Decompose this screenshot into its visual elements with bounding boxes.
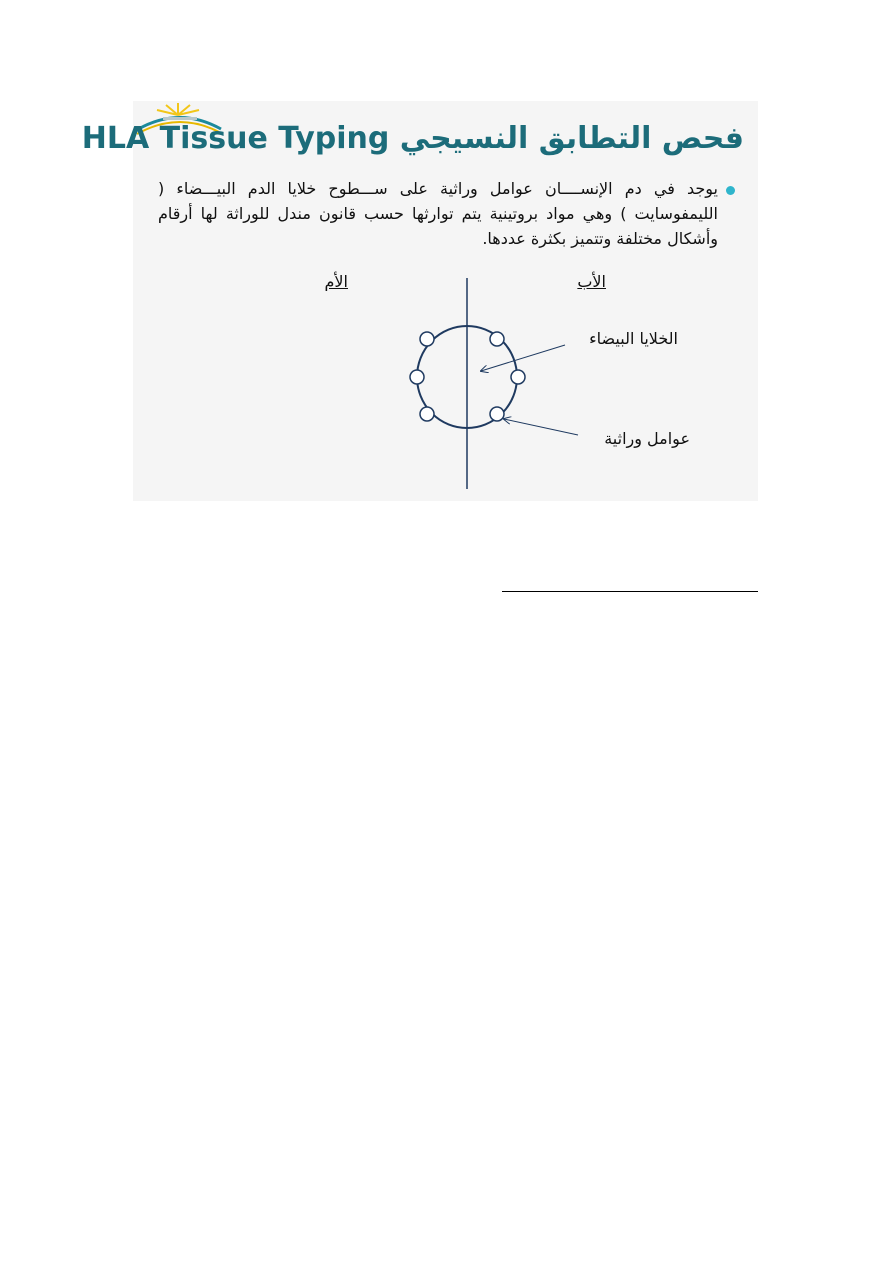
- genetic-factor-marker: [420, 332, 434, 346]
- slide-title: فحص التطابق النسيجي HLA Tissue Typing: [81, 121, 744, 156]
- genetic-factor-marker: [410, 370, 424, 384]
- genetic-factors-label: عوامل وراثية: [604, 429, 690, 448]
- mother-label: الأم: [324, 272, 348, 291]
- white-cells-arrow: [481, 345, 565, 371]
- genetic-factor-marker: [420, 407, 434, 421]
- genetic-factor-marker: [490, 332, 504, 346]
- bullet-text: يوجد في دم الإنســــان عوامل وراثية على ســـطوح خلايا الدم البيـــضاء ( الليمفوسايت ) وهي مواد بروتينية يتم توارثها حسب قانون مندل للوراثة لها أرقام وأشكال مختلفة وتتميز بكثرة عددها.: [158, 179, 718, 248]
- slide: [81, 101, 758, 501]
- genetic-factors-arrow: [504, 419, 578, 435]
- cell-diagram: [133, 101, 758, 501]
- genetic-factor-marker: [490, 407, 504, 421]
- father-label: الأب: [577, 272, 606, 291]
- genetic-factor-marker: [511, 370, 525, 384]
- white-cells-label: الخلايا البيضاء: [589, 329, 678, 348]
- separator-line: [502, 591, 758, 592]
